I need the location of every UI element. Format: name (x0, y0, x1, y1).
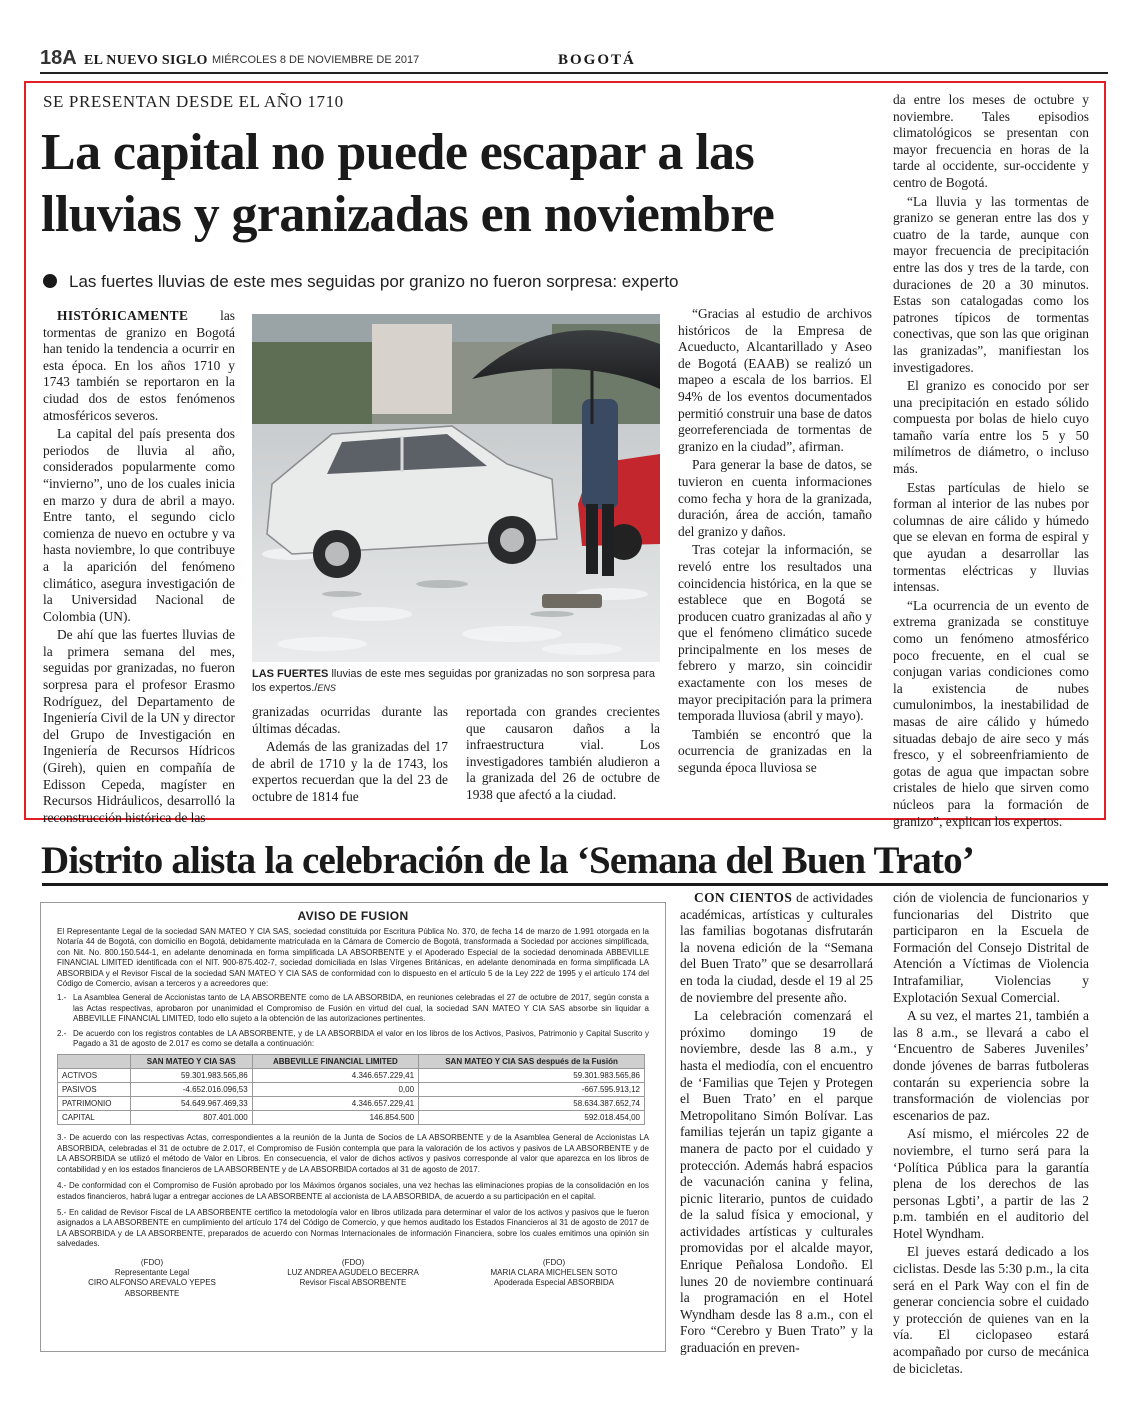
signature-block (57, 1258, 649, 1300)
issue-date: MIÉRCOLES 8 DE NOVIEMBRE DE 2017 (212, 54, 420, 66)
article-kicker: SE PRESENTAN DESDE EL AÑO 1710 (43, 92, 344, 111)
column-header: ABBEVILLE FINANCIAL LIMITED (252, 1055, 418, 1069)
article-column-4 (678, 306, 872, 800)
paragraph: Así mismo, el miércoles 22 de noviembre, el turno será para la ‘Política Pública para la garantía plena de los derechos de las personas Lgbti’, a partir de las 2 p.m. también en el auditorio del Hotel Wyndham. (893, 1126, 1089, 1241)
second-headline: Distrito alista la celebración de la ‘Semana del Buen Trato’ (41, 839, 975, 882)
notice-title: AVISO DE FUSION (297, 909, 409, 923)
paragraph: A su vez, el martes 21, también a las 8 a.m., se llevará a cabo el ‘Encuentro de Saberes Juveniles’ donde jóvenes de barras futboleras contarán su experiencia sobre la transformación de violencias por escenarios de paz. (893, 1008, 1089, 1123)
fusion-notice (40, 902, 666, 1352)
paragraph: “La lluvia y las tormentas de granizo se generan entre las dos y cuatro de la tarde, aunque con mayor frecuencia de precipitación entre las dos y tres de la tarde, con duraciones de 20 a 30 minutos. Estas son catalogadas como los patrones típicos de tormentas conectivas, que son las que originan las granizadas”, manifiestan los investigadores. (893, 193, 1089, 375)
photo-caption (252, 667, 660, 695)
table-row: CAPITAL 807.401.000 146.854.500 592.018.454,00 (58, 1111, 645, 1125)
paragraph: La capital del país presenta dos periodos de lluvia al año, considerados popularmente como “invierno”, uno de los cuales inicia en marzo y dura de abril a mayo. Entre tanto, el segundo ciclo comienza de nuevo en octubre y va hasta noviembre, lo que contribuye a la aparición del fenómeno climático, asegura investigación de la Universidad Nacional de Colombia (UN). (43, 426, 235, 624)
notice-item: 2.- De acuerdo con los registros contables de LA ABSORBENTE, y de LA ABSORBIDA el valor en los libros de los Activos, Pasivos, Patrimonio y Capital Suscrito y Pagado a 31 de agosto de 2.017 es como se detalla a continuación: (57, 1028, 649, 1049)
signature-special-attorney: (FDO) MARIA CLARA MICHELSEN SOTO Apoderada Especial ABSORBIDA (490, 1257, 618, 1288)
table-row: PASIVOS -4.652.016.096,53 0,00 -667.595.913,12 (58, 1083, 645, 1097)
signature-fiscal-reviewer: (FDO) LUZ ANDREA AGUDELO BECERRA Revisor Fiscal ABSORBENTE (287, 1257, 419, 1288)
notice-intro: El Representante Legal de la sociedad SAN MATEO Y CIA SAS, sociedad constituida por Escritura Pública No. 370, de fecha 14 de marzo de 1.991 otorgada en la Notaría 44 de Bogotá, con domicilio en Bogotá, debidamente matriculada en la Cámara de Comercio de Bogotá, transformada a Sociedad por acciones simplificada, con Nit. No. 800.150.544-1, en adelante denominada en forma simplificada LA ABSORBENTE y el Apoderado Especial de la sociedad denominada ABBEVILLE FINANCIAL LIMITED identificada con el NIT. 900-875.402-7, sociedad domiciliada en Islas Vírgenes Británicas, en adelante denominada en forma simplificada LA ABSORBIDA y el Revisor Fiscal de la sociedad SAN MATEO Y CIA SAS de conformidad con lo dispuesto en el artículo 5 de la Ley 222 de 1995 y el artículo 174 del Código de Comercio, avisan a terceros y a acreedores que: (57, 927, 649, 989)
paragraph: Además de las granizadas del 17 de abril de 1710 y la de 1743, los expertos recuerdan que la del 23 de octubre de 1814 fue (252, 739, 448, 804)
paragraph: ción de violencia de funcionarios y funcionarias del Distrito que participaron en la Escuela de Formación del Consejo Distrital de Atención a Víctimas de Violencia Intrafamiliar, Violencias y Explotación Sexual Comercial. (893, 890, 1089, 1005)
signature-legal-rep: (FDO) Representante Legal CIRO ALFONSO AREVALO YEPES ABSORBENTE (88, 1257, 216, 1298)
paragraph: El granizo es conocido por ser una precipitación en estado sólido compuesta por bolas de hielo cuyo tamaño varía entre los 5 y 50 milímetros de diámetro, o incluso más. (893, 378, 1089, 477)
section-name: BOGOTÁ (558, 52, 636, 68)
article2-column-1 (680, 890, 873, 1356)
newspaper-name: EL NUEVO SIGLO (84, 53, 208, 68)
notice-item: 3.- De acuerdo con las respectivas Actas, correspondientes a la reunión de la Junta de Socios de LA ABSORBENTE y de la Asamblea General de Accionistas LA ABSORBIDA, celebradas el 31 de octubre de 2.017, el Compromiso de Fusión contempla que para la valoración de los activos y pasivos de LA ABSORBENTE y de LA ABSORBIDA se utilizó el método de Valor en Libros. En consecuencia, el valor de dichos activos y pasivos corresponde al valor que aparezca en los libros de contabilidad y en los estados financieros de LA ABSORBENTE y de LA ABSORBIDA cortados al 31 de agosto de 2017. (57, 1133, 649, 1174)
paragraph: Estas partículas de hielo se forman al interior de las nubes por columnas de aire cálido y húmedo que se elevan en forma de espiral y que ayudan a desarrollar las tormentas eléctricas y lluvias intensas. (893, 479, 1089, 595)
paragraph: granizadas ocurridas durante las últimas décadas. (252, 704, 448, 736)
lead-word: HISTÓRICAMENTE (57, 308, 189, 323)
financial-table (57, 1054, 645, 1125)
bullet-icon (43, 274, 57, 288)
caption-lead: LAS FUERTES (252, 668, 329, 680)
notice-item: 1.- La Asamblea General de Accionistas tanto de LA ABSORBENTE como de LA ABSORBIDA, en reuniones celebradas el 27 de octubre de 2017, según consta a las Actas respectivas, aprobaron por unanimidad el Compromiso de Fusión en virtud del cual, la sociedad SAN MATEO Y CIA SAS absorbe sin liquidar a ABBEVILLE FINANCIAL LIMITED, todo ello sujeto a la obtención de las autorizaciones pertinentes. (57, 993, 649, 1024)
article-column-5 (893, 92, 1089, 829)
article-photo (252, 314, 660, 662)
lead-word: CON CIENTOS (694, 890, 793, 905)
paragraph: De ahí que las fuertes lluvias de la primera semana del mes, seguidas por granizadas, no fueron sorpresa para el profesor Erasmo Rodríguez, del Departamento de Ingeniería Civil de la UN y director del Grupo de Investigación en Ingeniería de Recursos Hídricos (Gireh), quien en compañía de Edisson Cepeda, magíster en Recursos Hidráulicos, desarrolló la reconstrucción histórica de las (43, 627, 235, 825)
paragraph: La celebración comenzará el próximo domingo 19 de noviembre, desde las 8 a.m., y hasta el mediodía, con el encuentro de ‘Familias que Tejen y Protegen el Buen Trato’ en el parque Metropolitano Simón Bolívar. Las familias tejerán un tapiz gigante a manera de pacto por el cuidado y protección. Además habrá espacios de vacunación canina y felina, picnic literario, puntos de cuidado de la salud física y emocional, y actividades artísticas y culturales promovidas por el alcalde mayor, Enrique Peñalosa Londoño. El lunes 20 de noviembre continuará la programación en el Hotel Wyndham desde las 8 a.m., con el Foro “Cerebro y Buen Trato” y la graduación en preven- (680, 1008, 873, 1356)
hail-street-photo (252, 314, 660, 662)
notice-item: 5.- En calidad de Revisor Fiscal de LA ABSORBENTE certifico la metodología valor en libros utilizada para determinar el valor de los activos y pasivos que le fueron asignados a LA ABSORBENTE en cumplimiento del artículo 174 del Código de Comercio, y que hemos auditado los Estados Financieros al 31 de agosto de 2017 de LA ABSORBIDA y de LA ABSORBENTE, preparados de acuerdo con Normas Internacionales de información Financiera, sobre los cuales emitimos una opinión sin salvedades. (57, 1207, 649, 1249)
article-column-2 (252, 704, 448, 804)
column-header: SAN MATEO Y CIA SAS después de la Fusión (419, 1055, 645, 1069)
page-header (40, 47, 1108, 75)
headline-rule (42, 883, 1108, 886)
subhead-text: Las fuertes lluvias de este mes seguidas por granizo no fueron sorpresa: experto (69, 272, 679, 291)
table-row: ACTIVOS 59.301.983.565,86 4.346.657.229,41 59.301.983.565,86 (58, 1069, 645, 1083)
column-header (58, 1055, 131, 1069)
paragraph: Tras cotejar la información, se reveló entre los resultados una coincidencia histórica, en la que se establece que en Bogotá se producen cuatro granizadas al año y que el fenómeno climático sucede principalmente en los meses de febrero y marzo, sin coincidir exactamente con los meses de mayor precipitación para la primera temporada lluviosa (abril y mayo). (678, 542, 872, 724)
column-header: SAN MATEO Y CIA SAS (130, 1055, 252, 1069)
paragraph: El jueves estará dedicado a los ciclistas. Desde las 5:30 p.m., la cita será en el Park Way con el fin de generar conciencia sobre el cuidado y protección de quienes van en la vía. El ciclopaseo estará acompañado por curso de mecánica de bicicletas. (893, 1244, 1089, 1376)
article-column-3 (466, 704, 660, 800)
paragraph: reportada con grandes crecientes que causaron daños a la infraestructura vial. Los investigadores también aludieron a la granizada del 26 de octubre de 1938 que afectó a la ciudad. (466, 704, 660, 802)
photo-credit: ENS (317, 683, 336, 693)
paragraph: También se encontró que la ocurrencia de granizadas en la segunda época lluviosa se (678, 726, 872, 776)
paragraph: “La ocurrencia de un evento de extrema granizada se constituye como un fenómeno atmosférico poco frecuente, en el cual se conjugan varias condiciones como la existencia de nubes cumulonimbos, la inestabilidad de masas de aire cálido y húmedo situadas debajo de aire seco y más fresco, y el sobreenfriamiento de gotas de agua que impactan sobre cristales de hielo que sirven como núcleos para la formación de granizo”, explican los expertos. (893, 597, 1089, 829)
table-header-row (58, 1055, 645, 1069)
article2-column-2 (893, 890, 1089, 1376)
paragraph: CON CIENTOS de actividades académicas, artísticas y culturales las familias bogotanas disfrutarán la novena edición de la “Semana del Buen Trato” que se desarrollará en toda la ciudad, desde el 19 al 25 de noviembre del presente año. (680, 890, 873, 1005)
page-number: 18A (40, 47, 77, 69)
caption-text: lluvias de este mes seguidas por granizadas no son sorpresa para los expertos./ (252, 668, 655, 694)
paragraph: Para generar la base de datos, se tuvieron en cuenta informaciones como fecha y hora de la granizada, duración, área de acción, tamaño del granizo y daños. (678, 457, 872, 539)
article-subhead (43, 272, 883, 292)
notice-item: 4.- De conformidad con el Compromiso de Fusión aprobado por los Máximos órganos sociales, una vez hechas las eliminaciones propias de la consolidación en los estados financieros, habrá lugar a entregar acciones de LA ABSORBENTE al accionista de LA ABSORBIDA, de acuerdo a su participación en el capital. (57, 1181, 649, 1201)
paragraph: “Gracias al estudio de archivos históricos de la Empresa de Acueducto, Alcantarillado y Aseo de Bogotá (EAAB) se realizó un mapeo a escala de los barrios. El 94% de los eventos documentados permitió construir una base de datos georreferenciada de tormentas de granizo en la ciudad”, afirman. (678, 306, 872, 454)
article-column-1 (43, 308, 235, 825)
header-rule (40, 72, 1108, 74)
paragraph: da entre los meses de octubre y noviembre. Tales episodios climatológicos se presentan con mayor frecuencia en horas de la tarde al occidente, sur-occidente y centro de Bogotá. (893, 92, 1089, 190)
table-row: PATRIMONIO 54.649.967.469,33 4.346.657.229,41 58.634.387.652,74 (58, 1097, 645, 1111)
paragraph: HISTÓRICAMENTE las tormentas de granizo en Bogotá han tenido la tendencia a ocurrir en esta época. En los años 1710 y 1743 también se reportaron en la ciudad dos de estos fenómenos atmosféricos severos. (43, 308, 235, 423)
article-headline: La capital no puede escapar a las lluvias y granizadas en noviembre (41, 124, 775, 243)
